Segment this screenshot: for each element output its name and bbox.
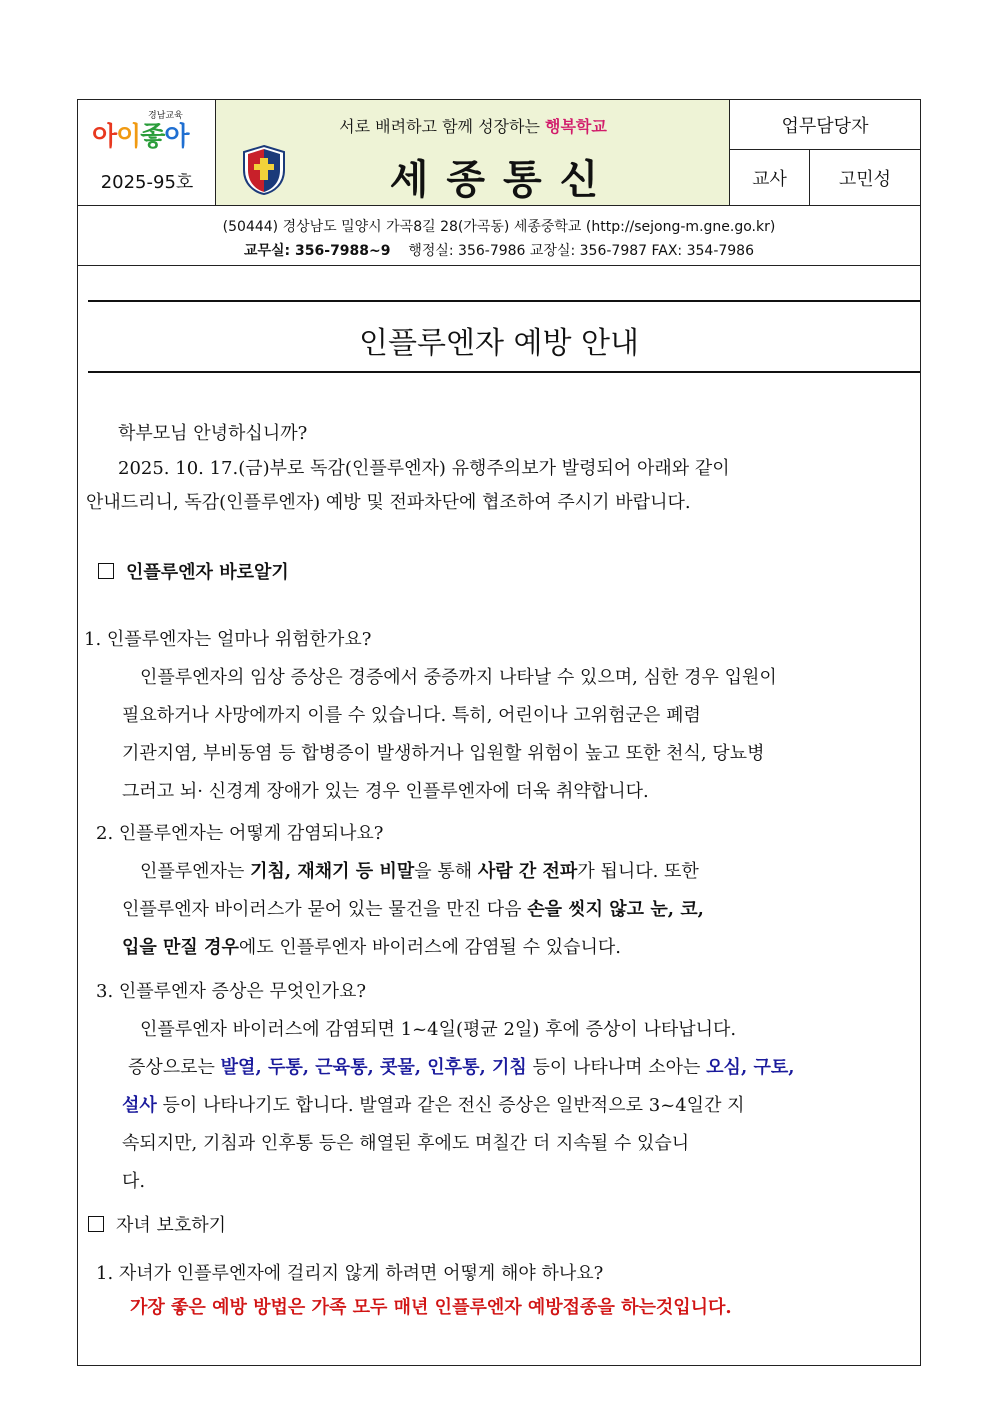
aijoa-logo-icon: 아이좋아 — [92, 122, 189, 152]
slogan — [216, 114, 730, 137]
newsletter-title: 세종통신 — [389, 157, 617, 203]
q2-question: 2. 인플루엔자는 어떻게 감염되나요? — [96, 823, 384, 844]
s2-answer: 가장 좋은 예방 방법은 가족 모두 매년 인플루엔자 예방접종을 하는것입니다. — [130, 1297, 732, 1318]
document-title: 인플루엔자 예방 안내 — [359, 326, 639, 361]
slogan-prefix: 서로 배려하고 함께 성장하는 — [339, 117, 545, 136]
manager-label: 업무담당자 — [730, 100, 920, 150]
title-rule-bottom — [88, 371, 920, 373]
slogan-highlight: 행복학교 — [545, 117, 607, 136]
q1-line-4: 그러고 뇌· 신경계 장애가 있는 경우 인플루엔자에 더욱 취약합니다. — [122, 781, 649, 802]
section1-heading-text: 인플루엔자 바로알기 — [126, 562, 289, 583]
logo-small-text: 경남교육 — [148, 111, 183, 121]
q1-line-2: 필요하거나 사망에까지 이를 수 있습니다. 특히, 어린이나 고위험군은 폐렴 — [122, 705, 701, 726]
address-line: (50444) 경상남도 밀양시 가곡8길 28(가곡동) 세종중학교 (http://sejong-m.gne.go.kr) — [222, 219, 776, 235]
intro-line-1: 2025. 10. 17.(금)부로 독감(인플루엔자) 유행주의보가 발령되어 아래와 같이 — [118, 458, 730, 479]
q3-line-5: 다. — [122, 1171, 146, 1192]
q1-question: 1. 인플루엔자는 얼마나 위험한가요? — [84, 629, 372, 650]
q1-line-1: 인플루엔자의 임상 증상은 경증에서 중증까지 나타날 수 있으며, 심한 경우 입원이 — [140, 667, 777, 688]
contact-block — [78, 205, 920, 266]
manager-name: 고민성 — [838, 168, 892, 190]
section1-heading — [98, 561, 289, 585]
logo-cell — [78, 100, 216, 205]
q3-line-2: 증상으로는 발열, 두통, 근육통, 콧물, 인후통, 기침 등이 나타나며 소아는 오심, 구토, — [128, 1057, 795, 1078]
newsletter-frame — [77, 99, 921, 1366]
checkbox-square-icon — [98, 563, 114, 579]
office-phone: 교무실: 356-7988~9 — [243, 243, 391, 259]
title-rule-top — [88, 300, 920, 302]
title-banner — [216, 100, 730, 205]
checkbox-square-icon — [88, 1216, 104, 1232]
greeting: 학부모님 안녕하십니까? — [118, 423, 308, 444]
section2-heading — [88, 1214, 226, 1238]
intro-line-2: 안내드리니, 독감(인플루엔자) 예방 및 전파차단에 협조하여 주시기 바랍니다. — [86, 492, 691, 513]
q3-question: 3. 인플루엔자 증상은 무엇인가요? — [96, 981, 367, 1002]
q3-line-1: 인플루엔자 바이러스에 감염되면 1~4일(평균 2일) 후에 증상이 나타납니다. — [140, 1019, 737, 1040]
issue-number: 2025-95호 — [100, 172, 194, 193]
q3-line-3: 설사 등이 나타나기도 합니다. 발열과 같은 전신 증상은 일반적으로 3~4일간 지 — [122, 1095, 745, 1116]
q3-line-4: 속되지만, 기침과 인후통 등은 해열된 후에도 며칠간 더 지속될 수 있습니 — [122, 1133, 690, 1154]
other-phones: 행정실: 356-7986 교장실: 356-7987 FAX: 354-7986 — [408, 243, 755, 259]
newsletter-header — [78, 100, 920, 205]
q2-line-2: 인플루엔자 바이러스가 묻어 있는 물건을 만진 다음 손을 씻지 않고 눈, 코, — [122, 899, 704, 920]
manager-role: 교사 — [730, 150, 810, 205]
q2-line-1: 인플루엔자는 기침, 재채기 등 비말을 통해 사람 간 전파가 됩니다. 또한 — [140, 861, 699, 882]
s2-question: 1. 자녀가 인플루엔자에 걸리지 않게 하려면 어떻게 해야 하나요? — [96, 1263, 604, 1284]
q2-line-3: 입을 만질 경우에도 인플루엔자 바이러스에 감염될 수 있습니다. — [122, 937, 621, 958]
q1-line-3: 기관지염, 부비동염 등 합병증이 발생하거나 입원할 위험이 높고 또한 천식, 당뇨병 — [122, 743, 765, 764]
section2-heading-text: 자녀 보호하기 — [116, 1215, 227, 1236]
phone-line — [78, 240, 920, 260]
